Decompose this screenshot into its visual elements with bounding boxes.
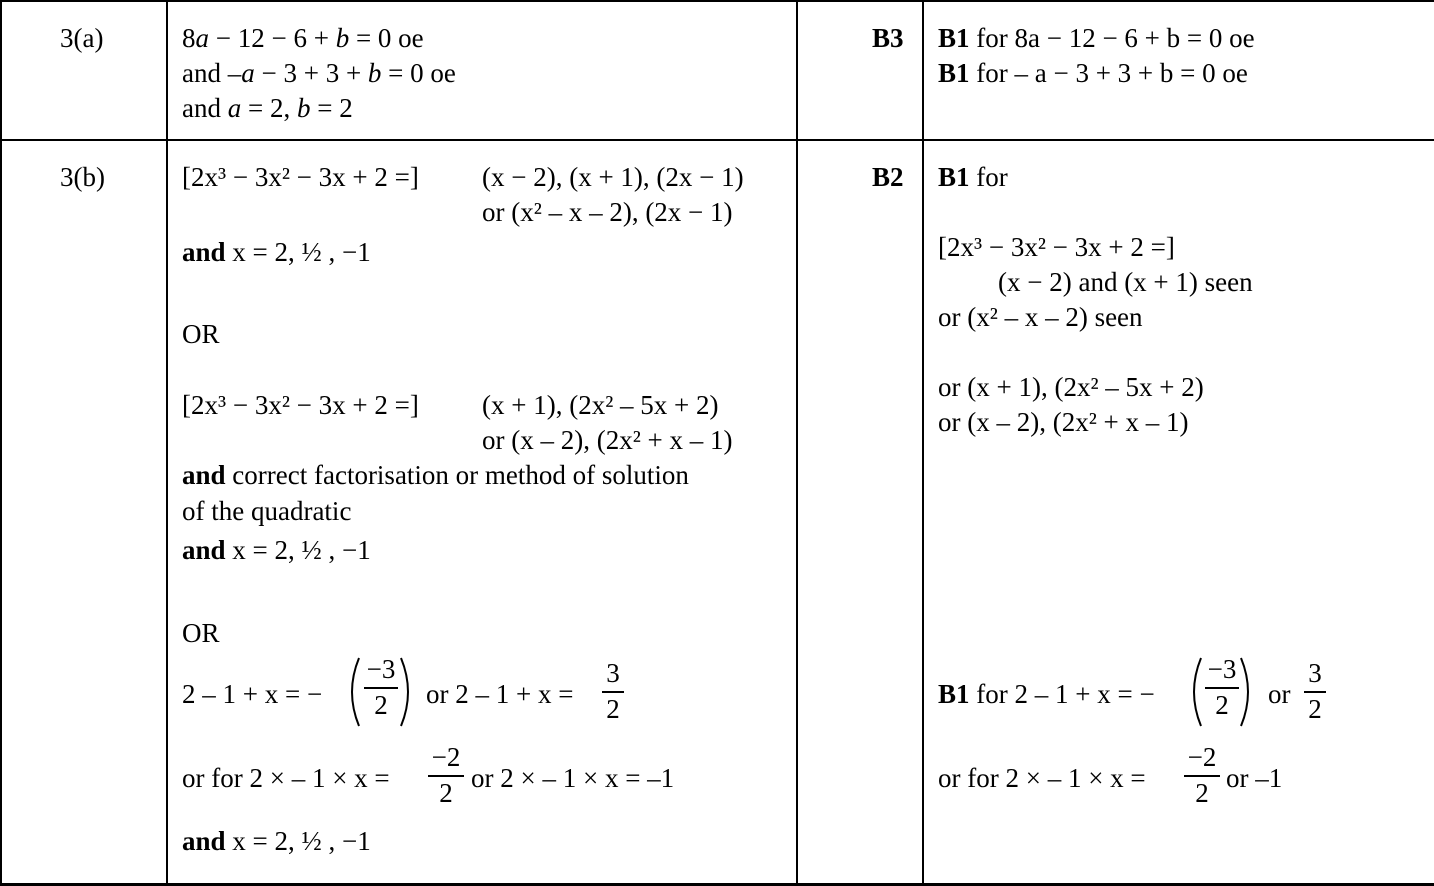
guidance-alt2: or (x – 2), (2x² + x – 1) [938, 407, 1189, 437]
row-divider [0, 139, 1434, 141]
marks-label: B3 [872, 23, 904, 53]
left-paren [344, 656, 364, 728]
sum-fraction-2: 3 2 [602, 660, 624, 723]
or-label: OR [182, 618, 220, 648]
table-border-left [0, 0, 2, 886]
guidance-product-prefix: or for 2 × – 1 × x = [938, 763, 1146, 793]
guidance-seen2: or (x² – x – 2) seen [938, 302, 1143, 332]
guidance-product-fraction: −2 2 [1184, 744, 1220, 807]
guidance-product-suffix: or –1 [1226, 763, 1283, 793]
method2-alt: or (x – 2), (2x² + x – 1) [482, 425, 733, 455]
product-fraction: −2 2 [428, 744, 464, 807]
answer-line: and –a − 3 + 3 + b = 0 oe [182, 58, 456, 88]
table-border-top [0, 0, 1434, 2]
method3-conclusion: and x = 2, ½ , −1 [182, 826, 371, 856]
sum-fraction: −3 2 [364, 656, 398, 719]
guidance-head: B1 for [938, 162, 1008, 192]
method1-lhs: [2x³ − 3x² − 3x + 2 =] [182, 162, 419, 192]
guidance-sum-fraction: −3 2 [1205, 656, 1239, 719]
product-suffix: or 2 × – 1 × x = –1 [471, 763, 675, 793]
answer-line: and a = 2, b = 2 [182, 93, 353, 123]
method2-conclusion: and x = 2, ½ , −1 [182, 535, 371, 565]
method1-conclusion: and x = 2, ½ , −1 [182, 237, 371, 267]
or-label: OR [182, 319, 220, 349]
method2-line2: of the quadratic [182, 496, 352, 526]
method2-lhs: [2x³ − 3x² − 3x + 2 =] [182, 390, 419, 420]
column-divider-2 [796, 0, 798, 886]
guidance-sum-or: or [1268, 679, 1291, 709]
guidance-line: B1 for 8a − 12 − 6 + b = 0 oe [938, 23, 1255, 53]
part-label: 3(b) [60, 162, 105, 192]
right-paren [396, 656, 416, 728]
method2-factors: (x + 1), (2x² – 5x + 2) [482, 390, 719, 420]
method1-alt: or (x² – x – 2), (2x − 1) [482, 197, 733, 227]
left-paren [1186, 656, 1206, 728]
method2-line1: and correct factorisation or method of solution [182, 460, 689, 490]
guidance-line: B1 for – a − 3 + 3 + b = 0 oe [938, 58, 1248, 88]
answer-line: 8a − 12 − 6 + b = 0 oe [182, 23, 424, 53]
product-prefix: or for 2 × – 1 × x = [182, 763, 390, 793]
guidance-sum-fraction-2: 3 2 [1304, 660, 1326, 723]
marks-label: B2 [872, 162, 904, 192]
guidance-b1-sum: B1 for 2 – 1 + x = − [938, 679, 1155, 709]
guidance-seen1: (x − 2) and (x + 1) seen [998, 267, 1253, 297]
part-label: 3(a) [60, 23, 104, 53]
method1-factors: (x − 2), (x + 1), (2x − 1) [482, 162, 744, 192]
column-divider-1 [166, 0, 168, 886]
column-divider-3 [922, 0, 924, 886]
sum-or: or 2 – 1 + x = [426, 679, 574, 709]
sum-prefix: 2 – 1 + x = − [182, 679, 323, 709]
guidance-alt1: or (x + 1), (2x² – 5x + 2) [938, 372, 1204, 402]
guidance-lhs: [2x³ − 3x² − 3x + 2 =] [938, 232, 1175, 262]
right-paren [1236, 656, 1256, 728]
